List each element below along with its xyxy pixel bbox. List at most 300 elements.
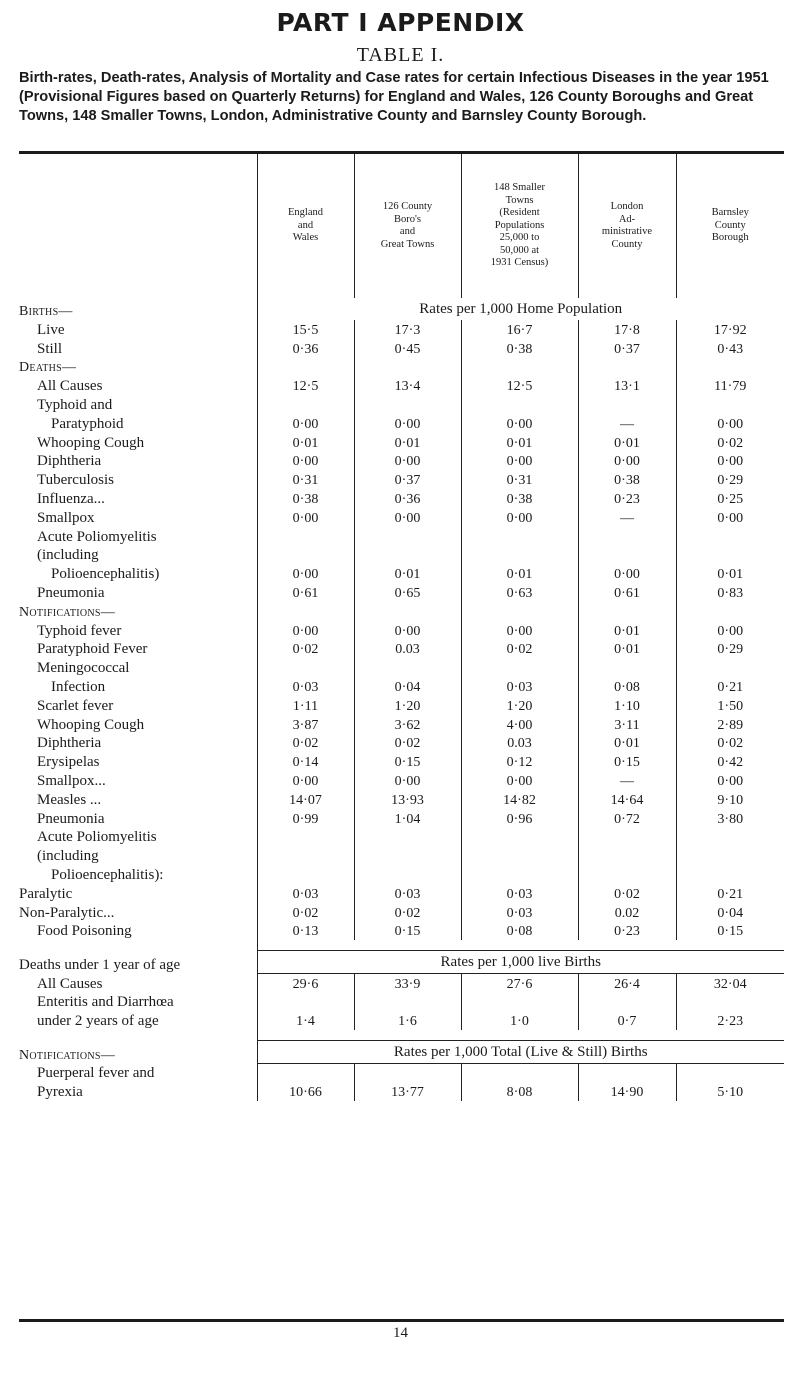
rate-value [578,602,676,621]
row-label: Measles ... [37,791,102,808]
rate-value: 15·5 [257,320,354,339]
table-row [19,433,784,452]
table-row [19,752,784,771]
table-row [19,546,784,565]
rate-value: 13·1 [578,376,676,395]
table-row [19,452,784,471]
rate-value: 14·64 [578,790,676,809]
column-header-line: County [611,238,643,250]
rate-value: 0·25 [676,489,784,508]
rate-value [354,527,461,546]
rate-value: 0·01 [461,433,578,452]
row-label: Non-Paralytic... [19,904,115,921]
table-row [19,922,784,941]
rate-value: 14·90 [578,1082,676,1101]
row-label: Paralytic [19,885,73,902]
rate-value: 0·15 [354,922,461,941]
row-label: Paratyphoid [51,415,124,432]
rate-value [461,865,578,884]
rate-value: 0·01 [461,564,578,583]
rate-value: 0·03 [461,903,578,922]
table-row [19,1082,784,1101]
rate-value: 29·6 [257,974,354,993]
section-label: Births— [19,304,73,319]
column-header-line: 126 County [382,201,433,212]
rate-value: 3·11 [578,715,676,734]
row-label: Erysipelas [37,754,100,771]
rate-value: 1·04 [354,809,461,828]
table-row [19,564,784,583]
table-row [19,903,784,922]
rate-value [354,828,461,847]
rate-value: 0·00 [354,414,461,433]
rate-value [578,828,676,847]
rate-value: 0·00 [354,621,461,640]
column-header-line: Wales [292,232,319,244]
rate-value [676,993,784,1012]
rate-value: 0·01 [578,734,676,753]
rate-value: 3·80 [676,809,784,828]
row-label: Pneumonia [37,810,105,827]
rate-value: 0·00 [354,508,461,527]
column-header-line: Boro's [394,213,421,225]
rate-value [461,358,578,377]
rate-value: 0·14 [257,752,354,771]
rate-value: 0·01 [354,564,461,583]
table-row [19,828,784,847]
row-label: Diphtheria [37,735,102,752]
rate-value [676,865,784,884]
column-header [578,154,676,298]
rate-value [578,865,676,884]
row-label: (including [37,547,99,564]
rate-value: 0·15 [676,922,784,941]
table-row [19,470,784,489]
rate-value: 0·03 [354,884,461,903]
rate-value: 0·15 [578,752,676,771]
table-row [19,771,784,790]
rate-value [676,828,784,847]
rate-value [354,395,461,414]
row-label: Polioencephalitis) [51,566,160,583]
column-header-row [19,154,784,298]
column-header-line: Borough [711,232,749,244]
rate-value: 0·7 [578,1011,676,1030]
rate-value: 0·31 [461,470,578,489]
rate-value: 0·00 [257,564,354,583]
rate-value: 0·00 [461,452,578,471]
column-header [676,154,784,298]
table-row [19,696,784,715]
rate-value: 17·92 [676,320,784,339]
rate-value: 0·37 [354,470,461,489]
rate-value: 0·61 [578,583,676,602]
rate-value: 0·03 [257,884,354,903]
column-header-line: (Resident [499,207,540,219]
rate-value: 0·03 [257,677,354,696]
page-number: 14 [393,1325,408,1341]
rate-value: 0·13 [257,922,354,941]
rate-value [257,828,354,847]
rate-value [257,865,354,884]
table-row [19,658,784,677]
rate-value [257,602,354,621]
table-row [19,414,784,433]
rate-value: 0·31 [257,470,354,489]
row-label: Typhoid fever [37,622,122,639]
row-label: (including [37,848,99,865]
rate-value [676,358,784,377]
spacer-row [19,1030,784,1041]
rate-value [461,993,578,1012]
rate-value: 1·20 [354,696,461,715]
rate-value [354,658,461,677]
rate-value: 0·65 [354,583,461,602]
rate-value: 14·82 [461,790,578,809]
rate-value: 17·3 [354,320,461,339]
rate-value: 0·02 [354,903,461,922]
column-header [257,154,354,298]
table-caption: Birth-rates, Death-rates, Analysis of Mortality and Case rates for certain Infectious Diseases in the year 1951 (Provisional Figures based on Quarterly Returns) for England and Wales, 126 County Boroughs and Great Towns, 148 Smaller Towns, London, Administrative County and Barnsley County Borough. [19,70,769,124]
rate-value [257,358,354,377]
column-header-line: 25,000 to [499,232,540,244]
rate-value: 0·00 [461,414,578,433]
rate-value: 0·01 [354,433,461,452]
column-header [354,154,461,298]
rate-value [676,527,784,546]
section-row [19,358,784,377]
section-label: Notifications— [19,1047,116,1063]
rate-value: 0·02 [578,884,676,903]
row-label: Meningococcal [37,660,130,677]
rate-value: 0·29 [676,640,784,659]
rate-value: 0·02 [676,433,784,452]
rate-value: 0·63 [461,583,578,602]
table-row [19,320,784,339]
part-heading: PART I APPENDIX [276,8,525,37]
column-header-line: Ad- [618,213,636,225]
table-row [19,376,784,395]
rate-value: 5·10 [676,1082,784,1101]
rate-value: 1·11 [257,696,354,715]
column-header-line: ministrative [601,226,653,237]
rate-value: 0·02 [354,734,461,753]
rate-value: 0·21 [676,884,784,903]
rate-value: 0·08 [578,677,676,696]
rate-value: — [578,508,676,527]
rate-value: 0·96 [461,809,578,828]
rate-value: 0·72 [578,809,676,828]
rate-value [676,602,784,621]
column-header-line: 50,000 at [499,244,540,256]
row-label: Influenza... [37,490,105,507]
section-label: Notifications— [19,604,116,620]
column-header-line: London [610,201,644,212]
rate-value [354,602,461,621]
rate-value [461,546,578,565]
row-label: Tuberculosis [37,472,114,489]
row-label: Whooping Cough [37,716,145,733]
table-row [19,865,784,884]
row-label: Live [37,321,65,338]
table-row [19,1064,784,1083]
row-label: Smallpox... [37,772,106,789]
rate-value: 8·08 [461,1082,578,1101]
row-label: Still [37,340,63,357]
rate-value: 0·00 [257,508,354,527]
rate-value: 1·0 [461,1011,578,1030]
rate-value: 0.03 [354,640,461,659]
table-row [19,508,784,527]
row-label: Polioencephalitis): [51,866,164,883]
rate-value: 0·02 [257,734,354,753]
section-label: Deaths— [19,360,77,376]
rate-value: 0·37 [578,339,676,358]
rate-value: 0·00 [461,508,578,527]
row-label: Puerperal fever and [37,1065,155,1082]
rate-value: 0·01 [578,640,676,659]
row-label: All Causes [37,378,103,395]
rate-value: 0·02 [676,734,784,753]
rate-value: 17·8 [578,320,676,339]
rate-value: 0·00 [578,452,676,471]
rate-value: 0·83 [676,583,784,602]
rate-value: 11·79 [676,376,784,395]
rate-value: 4·00 [461,715,578,734]
row-label: Acute Poliomyelitis [37,829,157,846]
rate-value [461,846,578,865]
rate-value: 0·04 [354,677,461,696]
rate-value: 16·7 [461,320,578,339]
row-label: All Causes [37,975,103,992]
rate-value: — [578,414,676,433]
rate-value: 0·02 [257,640,354,659]
rate-value: 0·01 [578,433,676,452]
table-row [19,974,784,993]
row-label: under 2 years of age [37,1013,159,1030]
section-label: Deaths under 1 year of age [19,956,181,973]
table-row [19,583,784,602]
table-row [19,790,784,809]
rate-value [257,1064,354,1083]
bottom-rule [19,1319,784,1322]
rate-value: 13·93 [354,790,461,809]
section-row [19,602,784,621]
column-header-line: 148 Smaller [493,182,546,194]
rate-band-row [19,1041,784,1064]
column-header-line: Barnsley [711,207,749,219]
rate-value: 0·43 [676,339,784,358]
rate-value: 0·38 [461,339,578,358]
rate-value [257,658,354,677]
table-body [19,298,784,1101]
rate-value [578,395,676,414]
rate-value [578,546,676,565]
rate-value [578,846,676,865]
rate-value: 0·99 [257,809,354,828]
rate-value [257,993,354,1012]
column-header-line: Towns [505,194,534,206]
rate-value: 0·02 [257,903,354,922]
row-label: Typhoid and [37,396,113,413]
rate-value: 0·29 [676,470,784,489]
rate-value: 32·04 [676,974,784,993]
rate-value: 0·02 [461,640,578,659]
rate-value: 3·87 [257,715,354,734]
rate-value [578,527,676,546]
column-header-line: 1931 Census) [490,257,549,269]
rate-value: 0·01 [578,621,676,640]
rate-value: 10·66 [257,1082,354,1101]
rate-value [257,546,354,565]
rate-value [461,527,578,546]
table-row [19,993,784,1012]
row-label: Diphtheria [37,453,102,470]
rate-value: 0.02 [578,903,676,922]
rate-value: 1·50 [676,696,784,715]
column-header-line: County [714,219,746,231]
table-row [19,846,784,865]
rate-value: 0·00 [676,414,784,433]
rate-value: 3·62 [354,715,461,734]
rate-value [461,395,578,414]
rate-value [461,828,578,847]
rate-value [354,846,461,865]
rate-band-heading: Rates per 1,000 live Births [257,951,784,974]
row-label: Pneumonia [37,584,105,601]
rate-value: 33·9 [354,974,461,993]
rate-value [257,395,354,414]
row-label: Food Poisoning [37,923,132,940]
column-header-line: Populations [494,219,545,231]
rate-value [461,1064,578,1083]
rate-value: 0·61 [257,583,354,602]
rate-value [676,1064,784,1083]
rate-value [578,658,676,677]
rate-value: 0·00 [354,771,461,790]
rate-value: 0·03 [461,677,578,696]
stub-header [19,154,257,298]
column-header-line: and [297,219,314,231]
rate-value: 0·04 [676,903,784,922]
rate-value [461,658,578,677]
rate-band-row [19,298,784,320]
row-label: Enteritis and Diarrhœa [37,994,174,1011]
rate-value: 0·23 [578,489,676,508]
rate-value: 0·01 [676,564,784,583]
rate-value: 26·4 [578,974,676,993]
rate-value [354,993,461,1012]
rate-value: 13·77 [354,1082,461,1101]
rate-value: 1·20 [461,696,578,715]
rate-value: 0·45 [354,339,461,358]
table-row [19,640,784,659]
table-row [19,621,784,640]
rate-value [578,358,676,377]
table-row [19,339,784,358]
rate-value: 1·6 [354,1011,461,1030]
rate-value: 27·6 [461,974,578,993]
rate-value [354,1064,461,1083]
rate-value: 0·23 [578,922,676,941]
rate-value: 0·38 [578,470,676,489]
table-row [19,734,784,753]
rate-value: 0·38 [461,489,578,508]
rate-value: 0·00 [676,508,784,527]
rate-value: 0·00 [578,564,676,583]
rate-value: 9·10 [676,790,784,809]
rate-value: 0·36 [257,339,354,358]
rate-value: 1·10 [578,696,676,715]
rate-value: 0·00 [257,771,354,790]
table-row [19,715,784,734]
column-header [461,154,578,298]
rate-value: 0·00 [461,621,578,640]
rates-table [19,154,784,1101]
table-row [19,395,784,414]
rate-value: — [578,771,676,790]
rate-band-heading: Rates per 1,000 Total (Live & Still) Births [257,1041,784,1064]
rate-value: 0·00 [257,621,354,640]
rate-value: 0·00 [257,414,354,433]
rate-value: 0·00 [676,452,784,471]
rate-value: 0·42 [676,752,784,771]
rate-value [676,395,784,414]
rate-value: 0·15 [354,752,461,771]
table-row [19,527,784,546]
row-label: Paratyphoid Fever [37,641,148,658]
rate-value: 0·00 [676,621,784,640]
column-header-line: Great Towns [380,238,435,250]
rate-value: 14·07 [257,790,354,809]
rate-value [676,546,784,565]
rate-band-heading: Rates per 1,000 Home Population [257,298,784,320]
rate-value: 0·01 [257,433,354,452]
table-row [19,677,784,696]
column-header-line: England [288,207,323,219]
rate-value [257,527,354,546]
table-row [19,489,784,508]
rate-value: 0·08 [461,922,578,941]
rate-value [676,846,784,865]
rate-value: 0·38 [257,489,354,508]
rate-value [578,1064,676,1083]
spacer-row [19,940,784,951]
rate-value: 13·4 [354,376,461,395]
column-header-line: and [399,226,416,237]
rate-value: 1·4 [257,1011,354,1030]
row-label: Acute Poliomyelitis [37,528,157,545]
rate-value: 0·00 [676,771,784,790]
rate-value: 12·5 [257,376,354,395]
row-label: Pyrexia [37,1084,83,1101]
rate-value: 2·23 [676,1011,784,1030]
rate-value: 0·00 [257,452,354,471]
rate-value: 0·12 [461,752,578,771]
table-row [19,1011,784,1030]
rate-value: 0·36 [354,489,461,508]
rate-value [461,602,578,621]
row-label: Scarlet fever [37,697,114,714]
rate-value [354,546,461,565]
rate-value: 12·5 [461,376,578,395]
table-row [19,884,784,903]
row-label: Infection [51,678,106,695]
rate-band-row [19,951,784,974]
rate-value [354,358,461,377]
rate-value [257,846,354,865]
rate-value: 0·21 [676,677,784,696]
